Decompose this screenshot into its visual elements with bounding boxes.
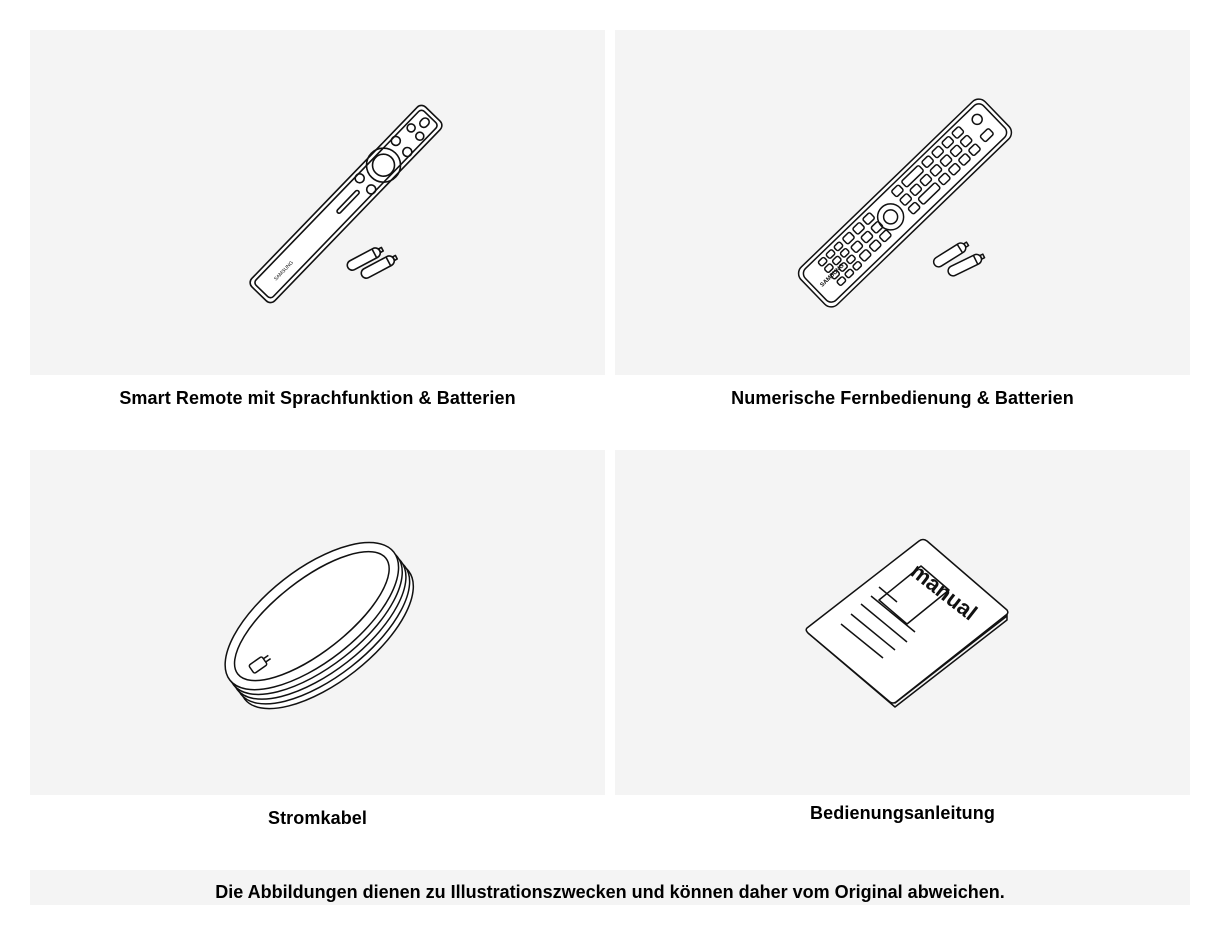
product-card-manual — [615, 450, 1190, 795]
power-cable-icon — [30, 450, 605, 795]
product-card-smart-remote — [30, 30, 605, 375]
product-card-power-cable — [30, 450, 605, 795]
product-card-numeric-remote — [615, 30, 1190, 375]
caption-manual: Bedienungsanleitung — [810, 803, 995, 823]
disclaimer-text: Die Abbildungen dienen zu Illustrationszwecken und können daher vom Original abweichen. — [215, 882, 1005, 902]
caption-numeric-remote: Numerische Fernbedienung & Batterien — [731, 388, 1074, 408]
smart-remote-icon — [30, 30, 605, 375]
numeric-remote-icon — [615, 30, 1190, 375]
caption-smart-remote: Smart Remote mit Sprachfunktion & Batterien — [119, 388, 516, 408]
manual-cover-label: manual — [905, 558, 983, 626]
manual-icon — [615, 450, 1190, 795]
brand-label: SAMSUNG — [819, 262, 846, 289]
disclaimer-bar — [30, 870, 1190, 905]
brand-label: SAMSUNG — [273, 259, 295, 283]
caption-power-cable: Stromkabel — [267, 808, 368, 828]
